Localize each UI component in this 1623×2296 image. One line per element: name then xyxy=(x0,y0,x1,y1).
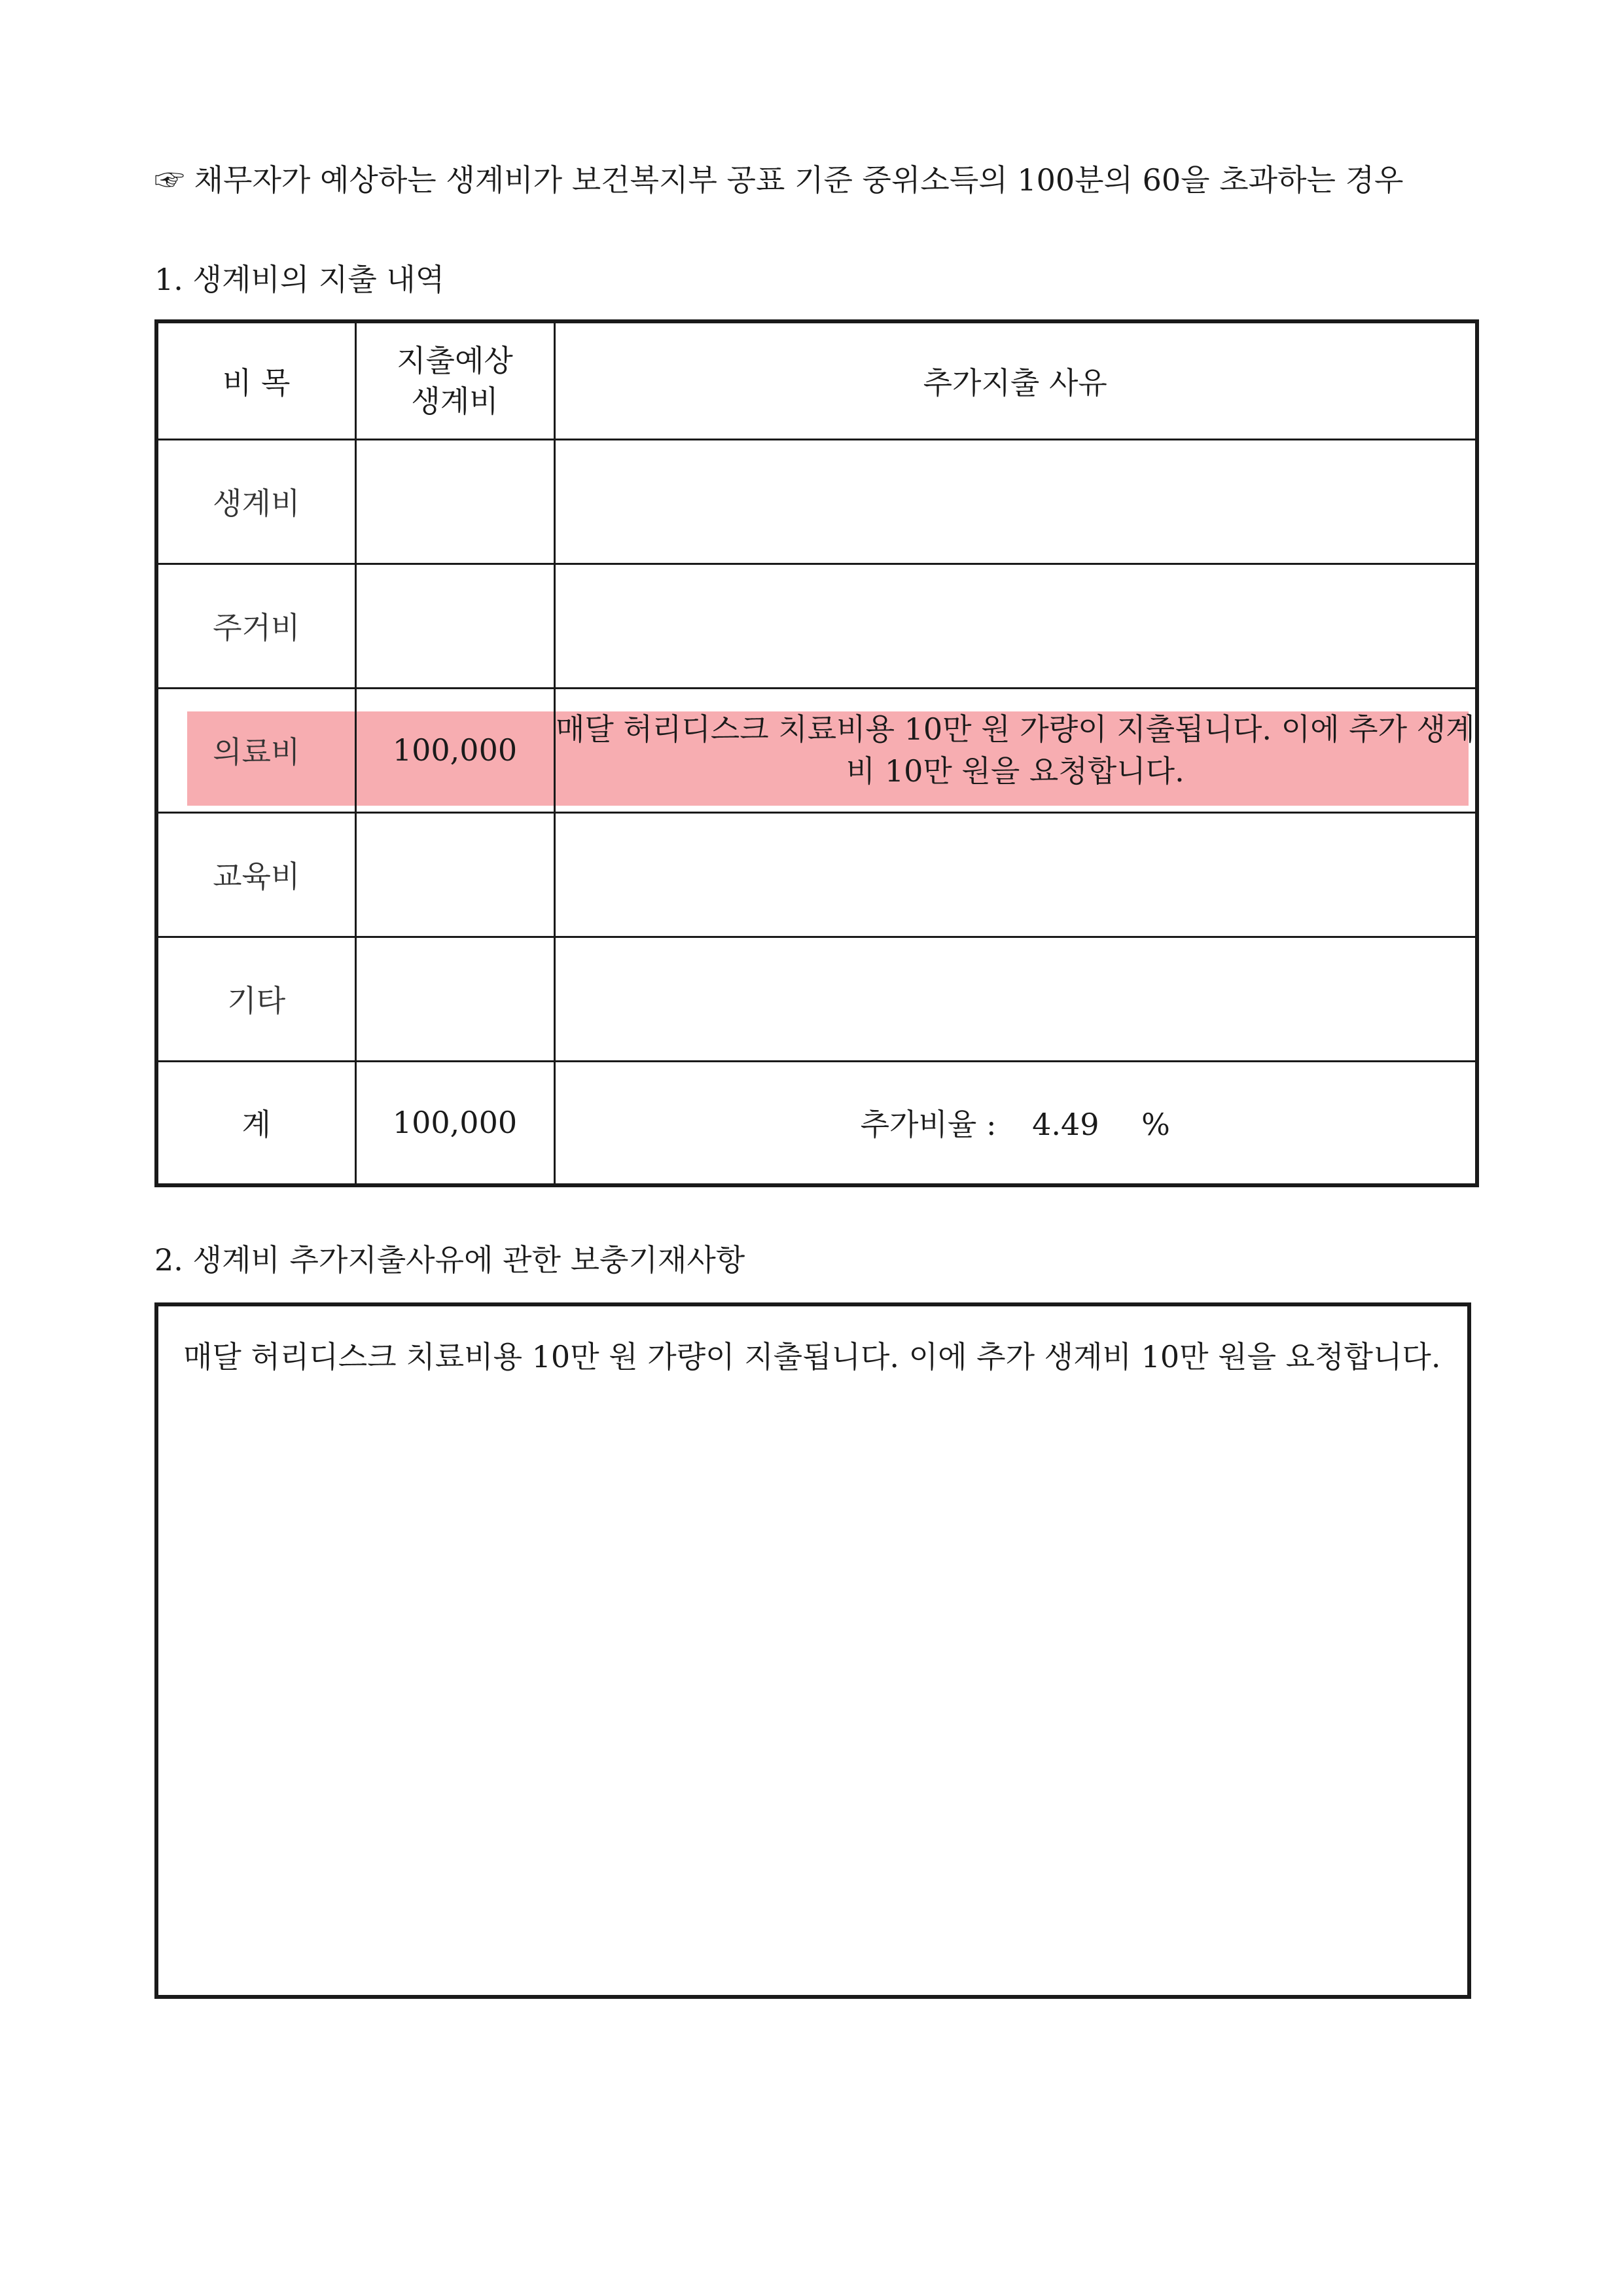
header-expected-line1: 지출예상 xyxy=(397,342,513,378)
notice-text: ☞ 채무자가 예상하는 생계비가 보건복지부 공표 기준 중위소득의 100분의 60을 초과하는 경우 xyxy=(154,162,1404,198)
ratio-value[interactable]: 4.49 xyxy=(1032,1107,1099,1143)
row-amount[interactable] xyxy=(355,439,554,564)
header-reason: 추가지출 사유 xyxy=(554,321,1477,439)
row-amount[interactable] xyxy=(355,564,554,688)
ratio-label: 추가비율 : xyxy=(860,1107,997,1143)
row-reason[interactable] xyxy=(554,937,1477,1061)
table-row-housing xyxy=(156,564,1477,688)
row-label: 기타 xyxy=(156,937,355,1061)
table-row-medical xyxy=(156,688,1477,812)
row-reason[interactable] xyxy=(554,439,1477,564)
row-label: 생계비 xyxy=(156,439,355,564)
table-header-row xyxy=(156,321,1477,439)
total-amount: 100,000 xyxy=(355,1061,554,1185)
supplement-text: 매달 허리디스크 치료비용 10만 원 가량이 지출됩니다. 이에 추가 생계비 10만 원을 요청합니다. xyxy=(183,1339,1441,1374)
expense-table xyxy=(154,319,1479,1187)
header-expected xyxy=(355,321,554,439)
table-row-other xyxy=(156,937,1477,1061)
ratio-unit: % xyxy=(1141,1107,1170,1143)
total-label: 계 xyxy=(156,1061,355,1185)
row-reason[interactable]: 매달 허리디스크 치료비용 10만 원 가량이 지출됩니다. 이에 추가 생계비 10만 원을 요청합니다. xyxy=(554,688,1477,812)
table-row-living xyxy=(156,439,1477,564)
supplement-box[interactable] xyxy=(154,1302,1471,1999)
row-reason[interactable] xyxy=(554,564,1477,688)
row-amount[interactable] xyxy=(355,937,554,1061)
row-amount[interactable]: 100,000 xyxy=(355,688,554,812)
table-row-total xyxy=(156,1061,1477,1185)
row-label: 교육비 xyxy=(156,812,355,937)
row-label: 주거비 xyxy=(156,564,355,688)
header-item: 비 목 xyxy=(156,321,355,439)
row-amount[interactable] xyxy=(355,812,554,937)
header-expected-line2: 생계비 xyxy=(411,383,499,419)
total-ratio xyxy=(554,1061,1477,1185)
table-row-education xyxy=(156,812,1477,937)
section1-title: 1. 생계비의 지출 내역 xyxy=(154,262,445,297)
section2-title: 2. 생계비 추가지출사유에 관한 보충기재사항 xyxy=(154,1242,745,1278)
row-reason[interactable] xyxy=(554,812,1477,937)
row-label: 의료비 xyxy=(156,688,355,812)
